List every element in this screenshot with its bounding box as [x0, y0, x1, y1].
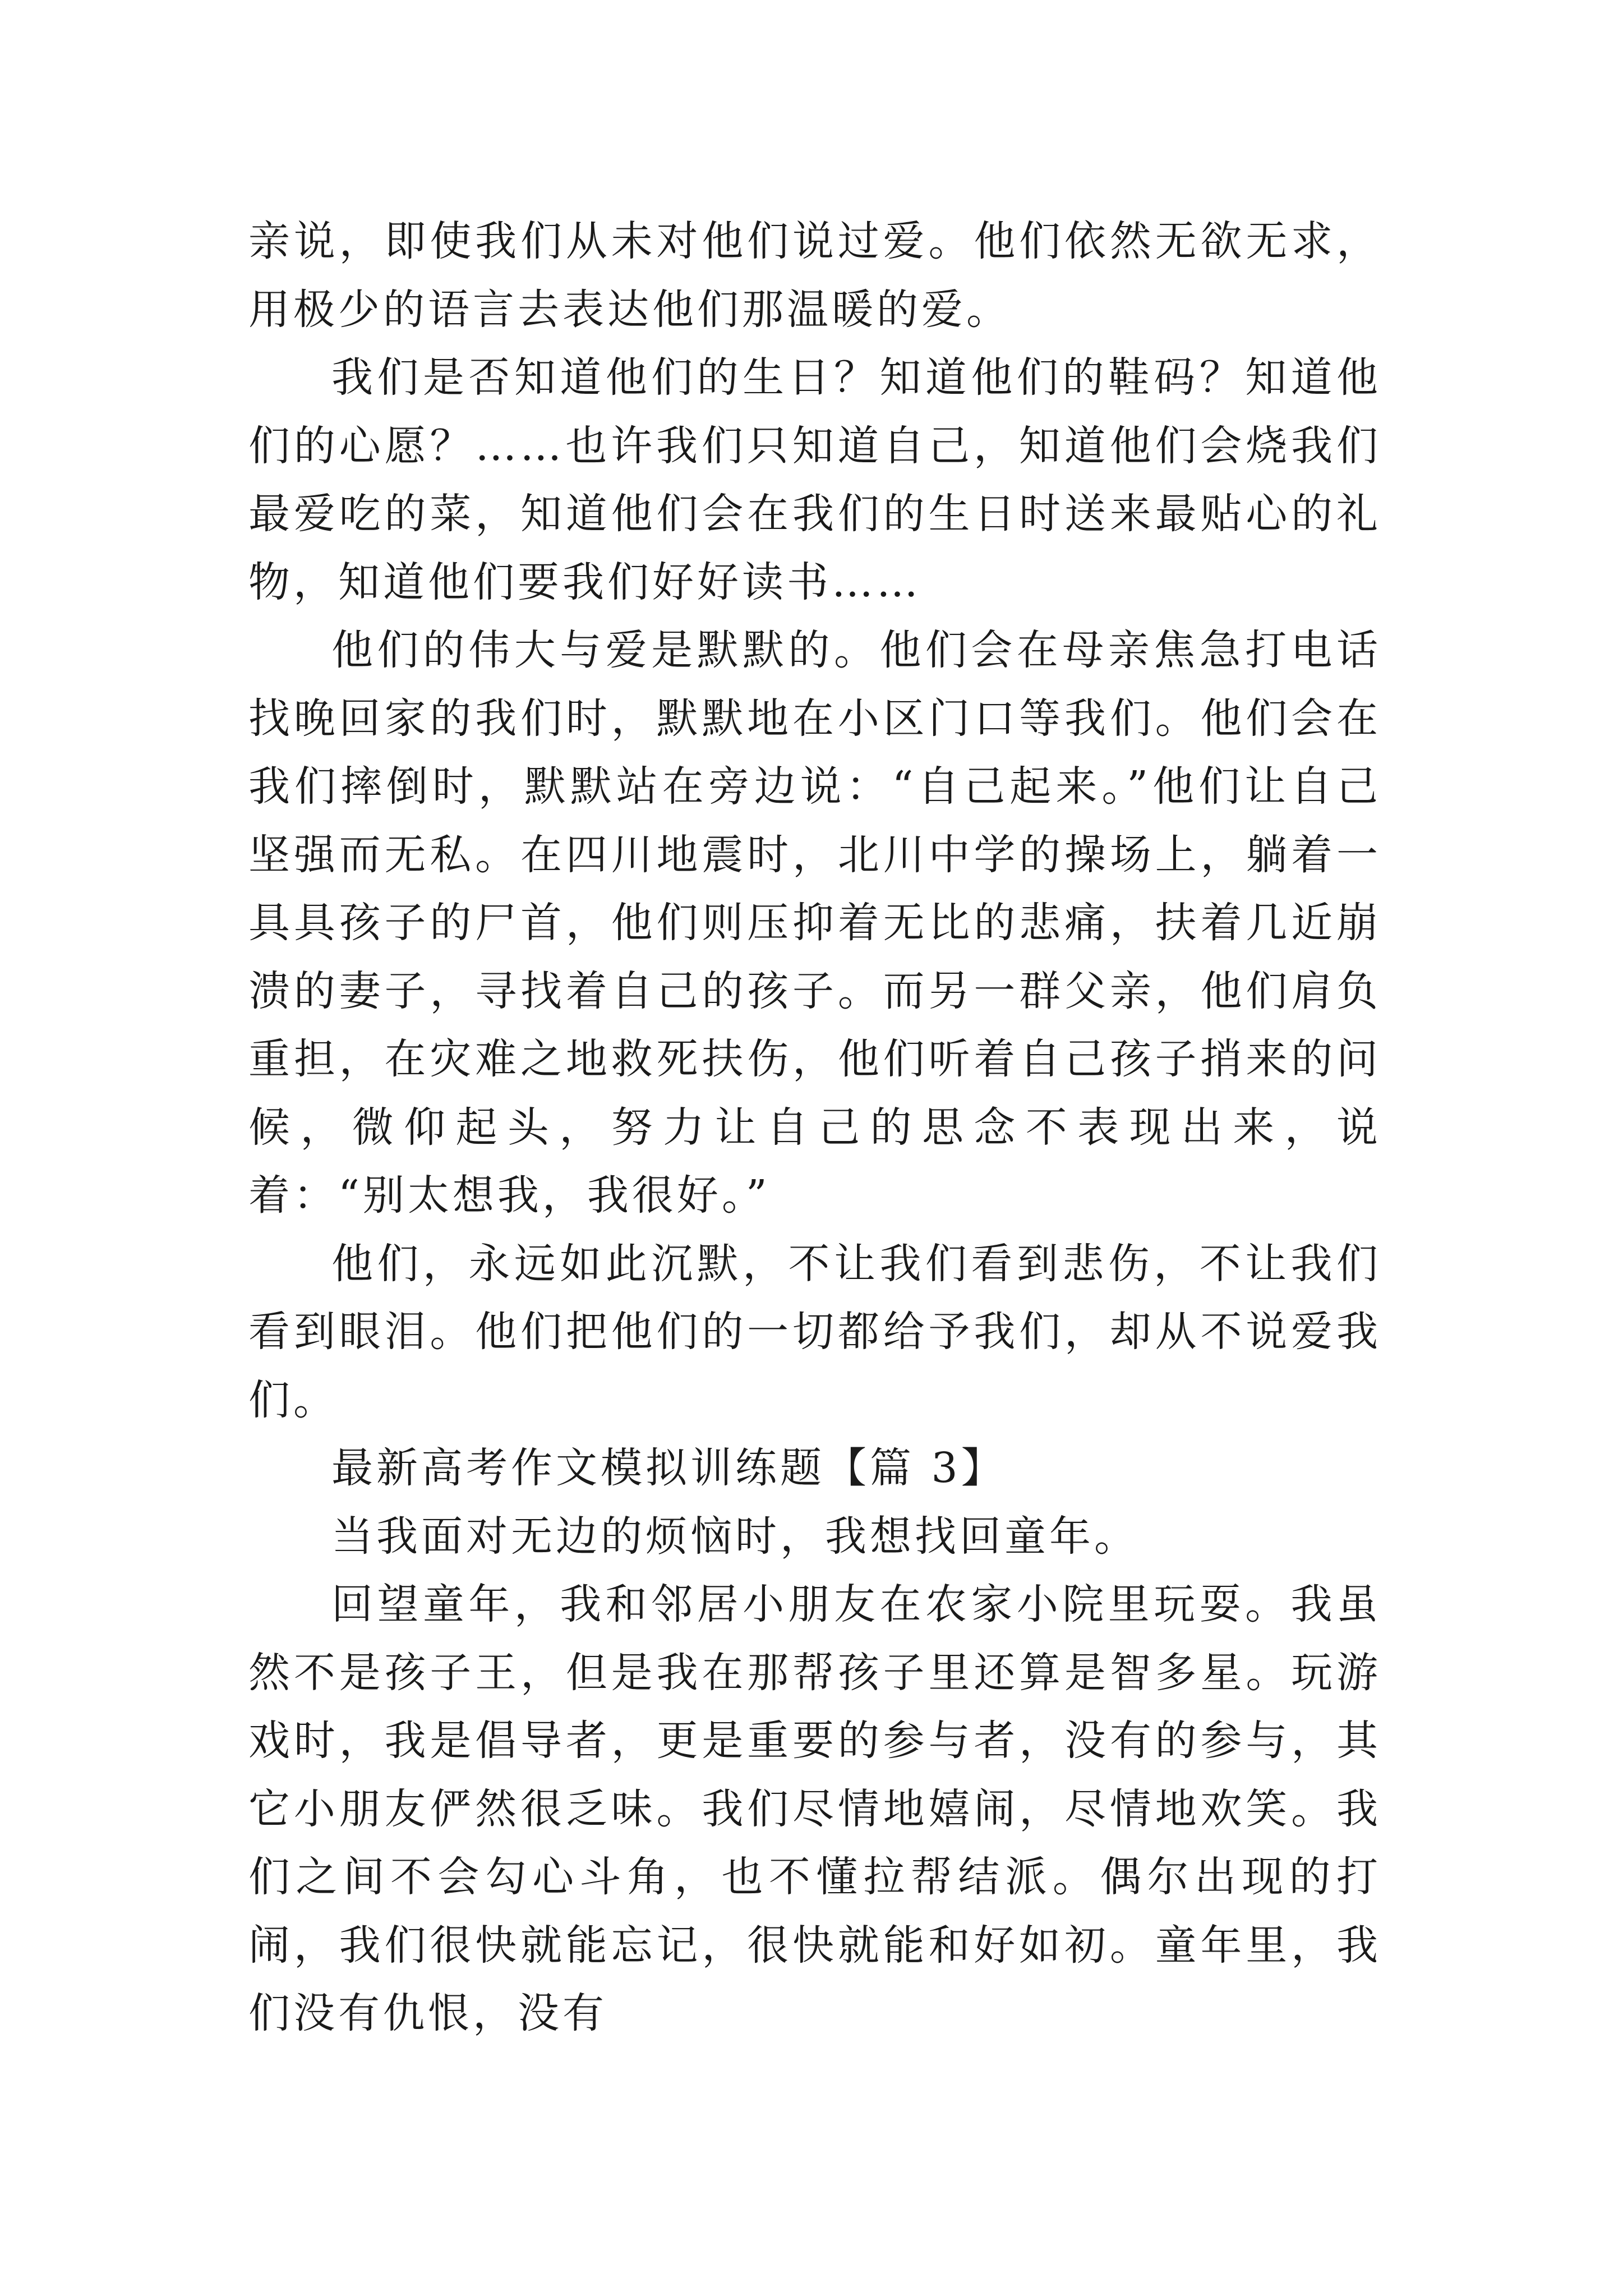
document-body [248, 208, 1381, 2048]
paragraph: 我们是否知道他们的生日？知道他们的鞋码？知道他们的心愿？……也许我们只知道自己，知道他们会烧我们最爱吃的菜，知道他们会在我们的生日时送来最贴心的礼物，知道他们要我们好好读书…… [248, 353, 1381, 606]
section-heading: 最新高考作文模拟训练题【篇 3】 [331, 1444, 1006, 1492]
paragraph-continued: 亲说，即使我们从未对他们说过爱。他们依然无欲无求，用极少的语言去表达他们那温暖的爱。 [248, 217, 1381, 334]
paragraph: 他们，永远如此沉默，不让我们看到悲伤，不让我们看到眼泪。他们把他们的一切都给予我们，却从不说爱我们。 [248, 1239, 1381, 1424]
paragraph: 回望童年，我和邻居小朋友在农家小院里玩耍。我虽然不是孩子王，但是我在那帮孩子里还算是智多星。玩游戏时，我是倡导者，更是重要的参与者，没有的参与，其它小朋友俨然很乏味。我们尽情地嬉闹，尽情地欢笑。我们之间不会勾心斗角，也不懂拉帮结派。偶尔出现的打闹，我们很快就能忘记，很快就能和好如初。童年里，我们没有仇恨，没有 [248, 1580, 1381, 2037]
paragraph: 当我面对无边的烦恼时，我想找回童年。 [331, 1512, 1139, 1561]
paragraph: 他们的伟大与爱是默默的。他们会在母亲焦急打电话找晚回家的我们时，默默地在小区门口等我们。他们会在我们摔倒时，默默站在旁边说：“自己起来。”他们让自己坚强而无私。在四川地震时，北川中学的操场上，躺着一具具孩子的尸首，他们则压抑着无比的悲痛，扶着几近崩溃的妻子，寻找着自己的孩子。而另一群父亲，他们肩负重担，在灾难之地救死扶伤，他们听着自己孩子捎来的问候，微仰起头，努力让自己的思念不表现出来，说着：“别太想我，我很好。” [248, 626, 1381, 1220]
